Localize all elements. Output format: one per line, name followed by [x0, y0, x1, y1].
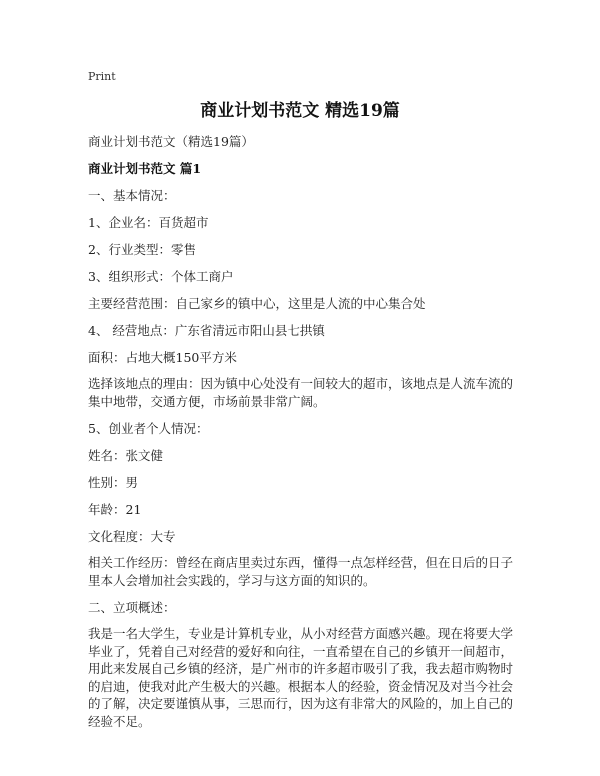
founder-education: 文化程度：大专	[88, 529, 176, 544]
business-location: 4、 经营地点：广东省清远市阳山县七拱镇	[88, 323, 325, 338]
company-name: 1、企业名：百货超市	[88, 215, 209, 230]
founder-info-heading: 5、创业者个人情况：	[88, 421, 209, 436]
document-body	[88, 132, 522, 738]
founder-gender: 性别：男	[88, 475, 139, 490]
founder-name: 姓名：张文健	[88, 448, 164, 463]
section-heading: 商业计划书范文 篇1	[88, 161, 202, 176]
business-scope: 主要经营范围：自己家乡的镇中心，这里是人流的中心集合处	[88, 296, 426, 311]
section-overview: 二、立项概述：	[88, 600, 176, 615]
location-reason: 选择该地点的理由：因为镇中心处没有一间较大的超市，该地点是人流车流的集中地带，交通方便，市场前景非常广阔。	[88, 376, 514, 409]
work-experience: 相关工作经历：曾经在商店里卖过东西，懂得一点怎样经营，但在日后的日子里本人会增加社会实践的，学习与这方面的知识的。	[88, 555, 514, 588]
print-link[interactable]: Print	[88, 70, 116, 83]
document-title: 商业计划书范文 精选19篇	[200, 101, 400, 121]
overview-paragraph: 我是一名大学生，专业是计算机专业，从小对经营方面感兴趣。现在将要大学毕业了，凭着自己对经营的爱好和向往，一直希望在自己的乡镇开一间超市，用此来发展自己乡镇的经济，是广州市的许多超市吸引了我，我去超市购物时的启迪，使我对此产生极大的兴趣。根据本人的经验，资金情况及对当今社会的了解，决定要谨慎从事，三思而行，因为这有非常大的风险的，加上自己的经验不足。	[88, 626, 514, 729]
founder-age: 年龄：21	[88, 502, 142, 517]
industry-type: 2、行业类型：零售	[88, 242, 196, 257]
organization-form: 3、组织形式：个体工商户	[88, 269, 234, 284]
area: 面积：占地大概150平方米	[88, 350, 237, 365]
document-subtitle: 商业计划书范文（精选19篇）	[88, 134, 254, 149]
section-basic-info: 一、基本情况：	[88, 188, 176, 203]
